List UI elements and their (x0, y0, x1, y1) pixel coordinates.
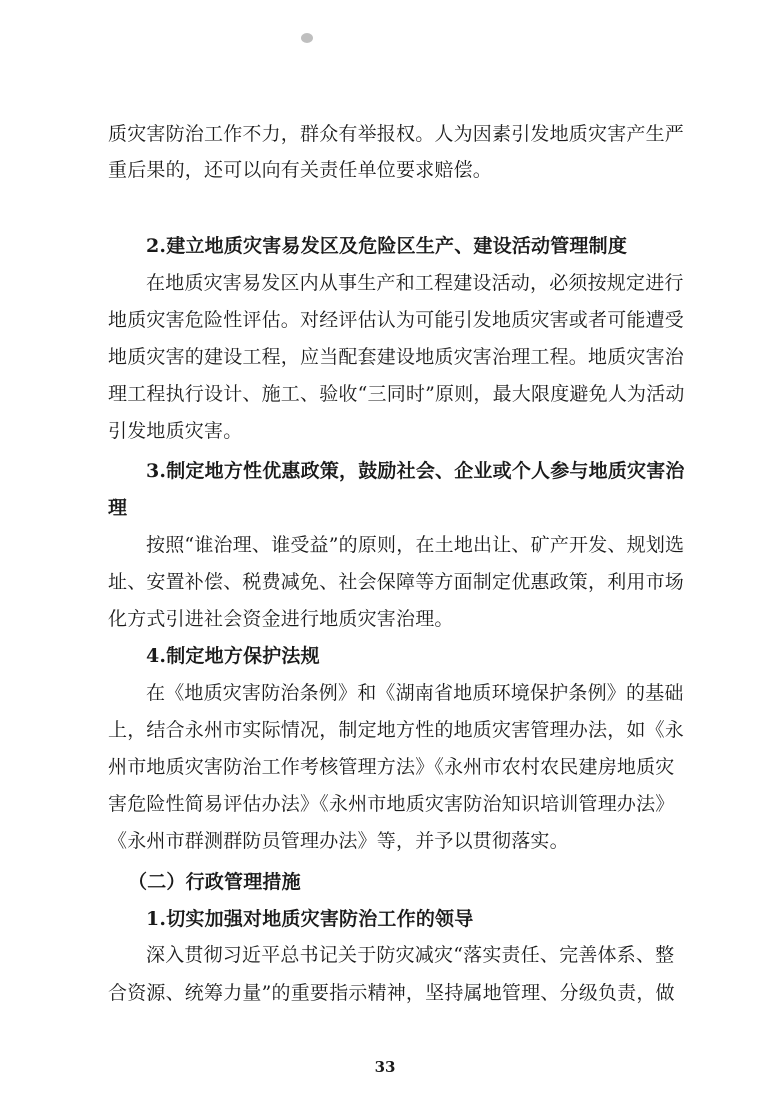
body-text-line: 州市地质灾害防治工作考核管理方法》《永州市农村农民建房地质灾 (108, 756, 675, 778)
page-number: 33 (374, 1058, 396, 1076)
section-heading: 3.制定地方性优惠政策，鼓励社会、企业或个人参与地质灾害治 (146, 460, 685, 482)
section-heading: 理 (108, 497, 128, 519)
body-text-line: 上，结合永州市实际情况，制定地方性的地质灾害管理办法，如《永 (108, 719, 685, 741)
body-text-line: 害危险性简易评估办法》《永州市地质灾害防治知识培训管理办法》 (108, 793, 675, 815)
body-text-line: 质灾害防治工作不力，群众有举报权。人为因素引发地质灾害产生严 (108, 123, 685, 145)
section-heading: 4.制定地方保护法规 (146, 645, 320, 667)
body-text-line: 地质灾害的建设工程，应当配套建设地质灾害治理工程。地质灾害治 (108, 346, 685, 368)
body-text-line: 引发地质灾害。 (108, 420, 243, 442)
body-text-line: 化方式引进社会资金进行地质灾害治理。 (108, 608, 454, 630)
body-text-line: 按照“谁治理、谁受益”的原则，在土地出让、矿产开发、规划选 (146, 534, 685, 556)
section-heading: 2.建立地质灾害易发区及危险区生产、建设活动管理制度 (146, 235, 628, 257)
body-text-line: 《永州市群测群防员管理办法》等，并予以贯彻落实。 (108, 830, 569, 852)
subsection-heading: （二）行政管理措施 (128, 871, 301, 893)
body-text-line: 址、安置补偿、税费减免、社会保障等方面制定优惠政策，利用市场 (108, 571, 685, 593)
body-text-line: 合资源、统筹力量”的重要指示精神，坚持属地管理、分级负责，做 (108, 982, 675, 1004)
body-text-line: 深入贯彻习近平总书记关于防灾减灾“落实责任、完善体系、整 (146, 944, 675, 966)
body-text-line: 理工程执行设计、施工、验收“三同时”原则，最大限度避免人为活动 (108, 383, 685, 405)
body-text-line: 重后果的，还可以向有关责任单位要求赔偿。 (108, 159, 493, 181)
scan-speck (301, 33, 313, 43)
body-text-line: 在《地质灾害防治条例》和《湖南省地质环境保护条例》的基础 (146, 682, 684, 704)
section-heading: 1.切实加强对地质灾害防治工作的领导 (146, 908, 474, 930)
body-text-line: 在地质灾害易发区内从事生产和工程建设活动，必须按规定进行 (146, 272, 684, 294)
body-text-line: 地质灾害危险性评估。对经评估认为可能引发地质灾害或者可能遭受 (108, 309, 685, 331)
